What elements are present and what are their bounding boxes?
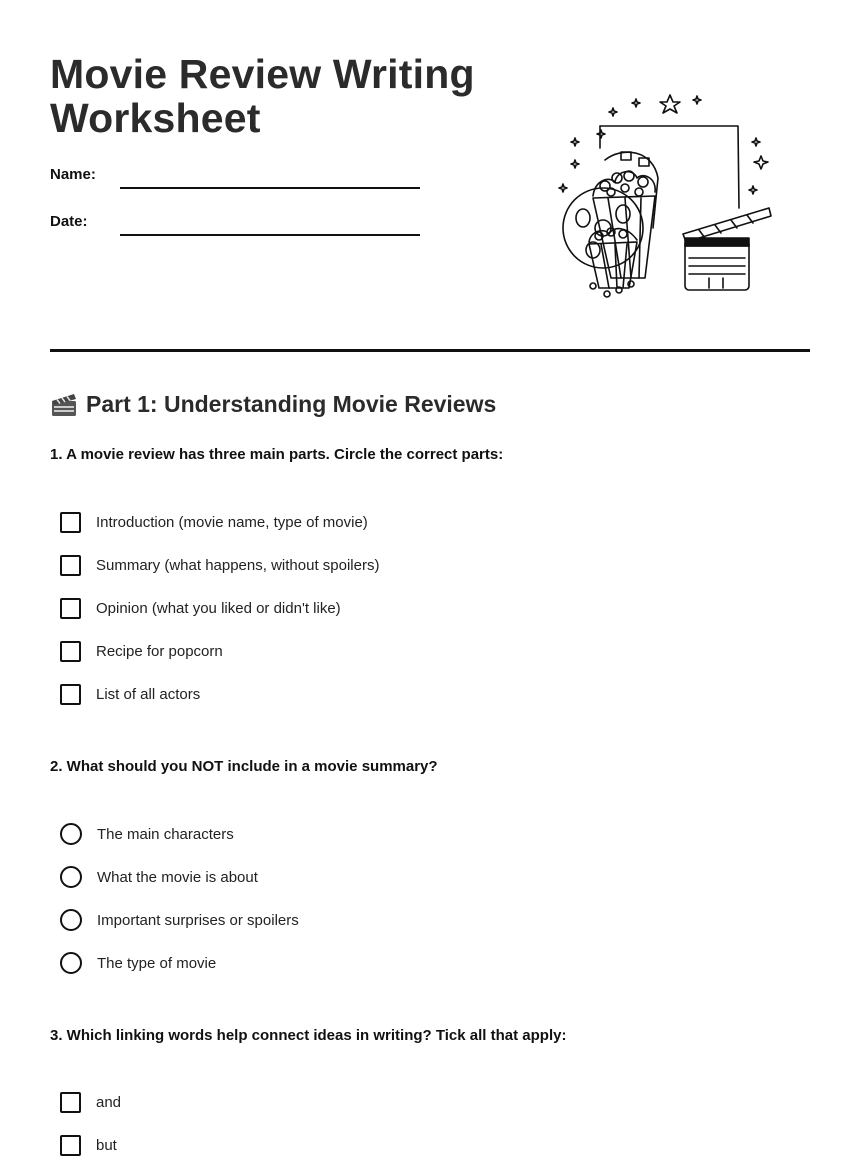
radio-button[interactable]	[60, 952, 82, 974]
option-label: Summary (what happens, without spoilers)	[96, 556, 380, 574]
option-2-3[interactable]	[60, 908, 299, 932]
option-2-1[interactable]	[60, 822, 234, 846]
option-3-1[interactable]	[60, 1090, 121, 1114]
title-line-2: Worksheet	[50, 95, 261, 141]
part1-heading	[50, 390, 496, 418]
option-label: What the movie is about	[97, 868, 258, 886]
checkbox[interactable]	[60, 1092, 81, 1113]
radio-button[interactable]	[60, 909, 82, 931]
checkbox[interactable]	[60, 598, 81, 619]
date-label: Date:	[50, 213, 88, 230]
option-1-4[interactable]	[60, 639, 223, 663]
option-1-3[interactable]	[60, 596, 341, 620]
option-label: The main characters	[97, 825, 234, 843]
name-label: Name:	[50, 166, 96, 183]
option-3-2[interactable]	[60, 1133, 117, 1157]
checkbox[interactable]	[60, 1135, 81, 1156]
header-divider	[50, 349, 810, 352]
question-1: 1. A movie review has three main parts. Circle the correct parts:	[50, 446, 504, 463]
option-1-5[interactable]	[60, 682, 200, 706]
option-label: and	[96, 1093, 122, 1111]
date-line[interactable]	[120, 234, 420, 236]
option-2-2[interactable]	[60, 865, 258, 889]
radio-button[interactable]	[60, 866, 82, 888]
option-label: but	[96, 1136, 117, 1154]
option-label: The type of movie	[97, 954, 217, 972]
option-label: List of all actors	[96, 685, 201, 703]
checkbox[interactable]	[60, 684, 81, 705]
checkbox[interactable]	[60, 512, 81, 533]
clapper-board-emoji	[50, 390, 78, 418]
option-label: Important surprises or spoilers	[97, 911, 299, 929]
option-label: Opinion (what you liked or didn't like)	[96, 599, 341, 617]
title-line-1: Movie Review Writing	[50, 51, 475, 97]
name-line[interactable]	[120, 187, 420, 189]
popcorn-film-clapperboard-icon	[553, 88, 783, 308]
option-1-1[interactable]	[60, 510, 368, 534]
checkbox[interactable]	[60, 641, 81, 662]
option-2-4[interactable]	[60, 951, 216, 975]
question-3: 3. Which linking words help connect ideas in writing? Tick all that apply:	[50, 1027, 567, 1044]
option-label: Introduction (movie name, type of movie)	[96, 513, 368, 531]
question-2: 2. What should you NOT include in a movie summary?	[50, 758, 438, 775]
option-label: Recipe for popcorn	[96, 642, 223, 660]
radio-button[interactable]	[60, 823, 82, 845]
option-1-2[interactable]	[60, 553, 379, 577]
part1-title: Part 1: Understanding Movie Reviews	[86, 390, 497, 417]
worksheet-title	[50, 52, 475, 140]
checkbox[interactable]	[60, 555, 81, 576]
